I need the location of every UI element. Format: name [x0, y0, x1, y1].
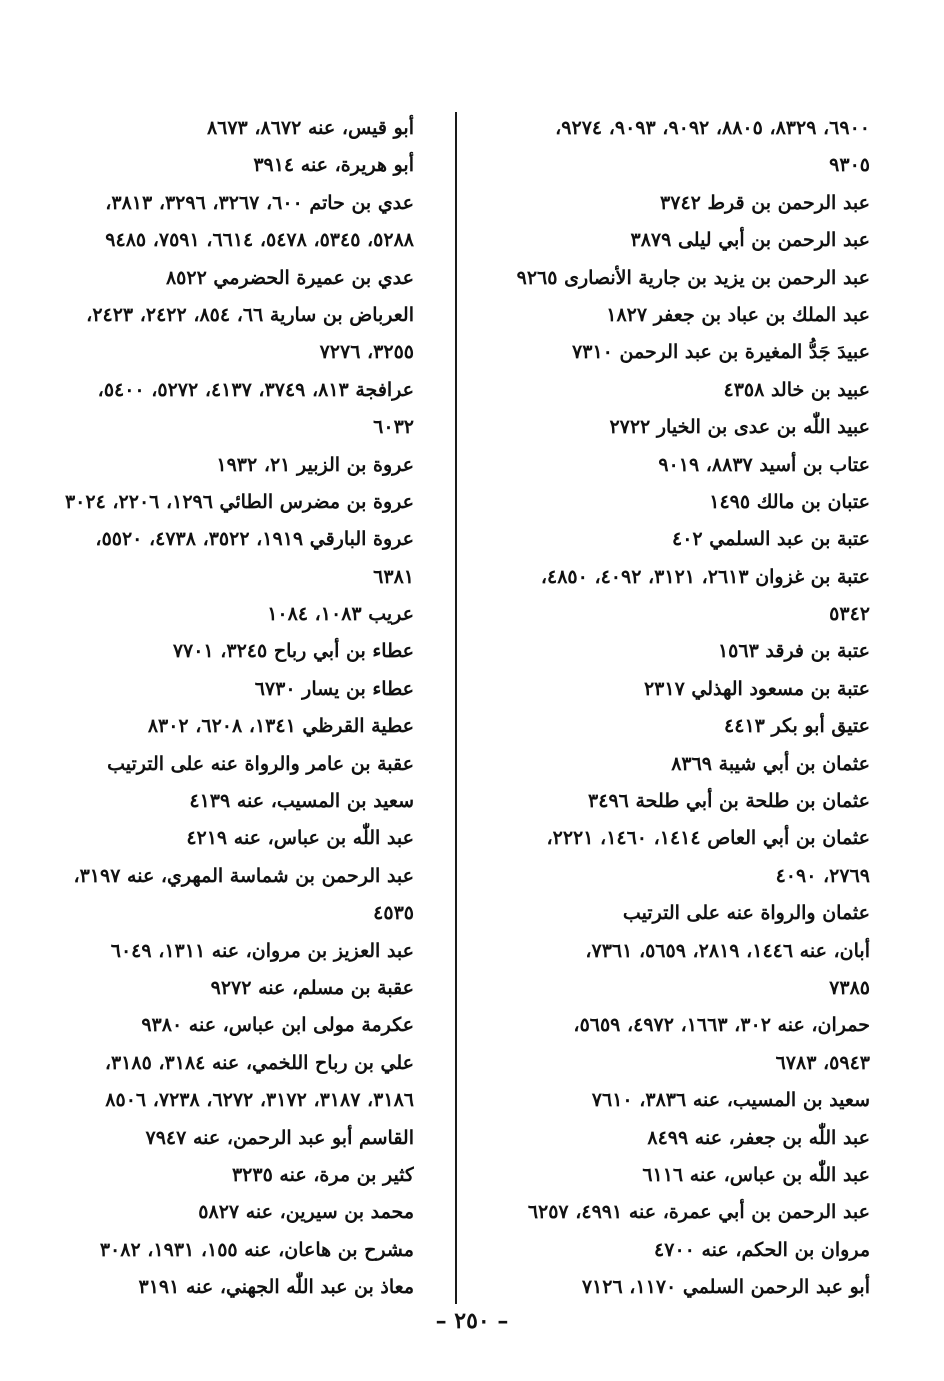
- index-entry-line: عتبة بن فرقد ١٥٦٣: [717, 640, 870, 663]
- index-entry-line: عبد اللّٰه بن عباس، عنه ٦١١٦: [642, 1163, 870, 1186]
- index-entry-line: سعيد بن المسيب، عنه ٣٨٣٦، ٧٦١٠: [591, 1089, 870, 1112]
- index-entry-line: عبيد اللّٰه بن عدى بن الخيار ٢٧٢٢: [609, 416, 870, 439]
- index-entry-line: عثمان بن أبي العاص ١٤١٤، ١٤٦٠، ٢٢٢١،: [546, 827, 870, 850]
- index-entry-line: ٦٣٨١: [373, 565, 414, 588]
- index-entry-line: عرافجة ٨١٣، ٣٧٤٩، ٤١٣٧، ٥٢٧٢، ٥٤٠٠،: [97, 378, 414, 401]
- index-entry-line: عبد الرحمن بن يزيد بن جارية الأنصارى ٩٢٦٥: [516, 266, 870, 289]
- index-entry-line: عبد الرحمن بن قرط ٣٧٤٢: [660, 191, 870, 214]
- index-entry-line: ٥٩٤٣، ٦٧٨٣: [775, 1051, 870, 1074]
- index-entry-line: عبد العزيز بن مروان، عنه ١٣١١، ٦٠٤٩: [110, 939, 414, 962]
- index-entry-line: عطاء بن أبي رباح ٣٢٤٥، ٧٧٠١: [172, 640, 414, 663]
- index-entry-line: محمد بن سيرين، عنه ٥٨٢٧: [198, 1201, 414, 1224]
- left-column: [14, 110, 414, 1310]
- index-entry-line: القاسم أبو عبد الرحمن، عنه ٧٩٤٧: [145, 1126, 414, 1149]
- index-entry-line: عبد اللّٰه بن جعفر، عنه ٨٤٩٩: [647, 1126, 870, 1149]
- index-entry-line: ٣١٨٦، ٣١٨٧، ٣١٧٢، ٦٢٧٢، ٧٢٣٨، ٨٥٠٦: [105, 1089, 414, 1112]
- index-entry-line: عبد الرحمن بن أبي عمرة، عنه ٤٩٩١، ٦٢٥٧: [527, 1201, 870, 1224]
- index-entry-line: عتاب بن أسيد ٨٨٣٧، ٩٠١٩: [658, 453, 870, 476]
- index-entry-line: ٥٣٤٢: [829, 603, 870, 626]
- index-entry-line: عروة بن الزبير ٢١، ١٩٣٢: [216, 453, 414, 476]
- index-entry-line: ٣٢٥٥، ٧٢٧٦: [319, 341, 414, 364]
- index-entry-line: عكرمة مولى ابن عباس، عنه ٩٣٨٠: [141, 1014, 414, 1037]
- index-entry-line: ٩٣٠٥: [829, 154, 870, 177]
- index-entry-line: عبيدَ جَدُّ المغيرة بن عبد الرحمن ٧٣١٠: [572, 341, 870, 364]
- index-entry-line: كثير بن مرة، عنه ٣٢٣٥: [231, 1163, 414, 1186]
- index-entry-line: معاذ بن عبد اللّٰه الجهني، عنه ٣١٩١: [138, 1276, 414, 1299]
- index-entry-line: أبو هريرة، عنه ٣٩١٤: [253, 154, 414, 177]
- index-entry-line: عتبة بن غزوان ٢٦١٣، ٣١٢١، ٤٠٩٢، ٤٨٥٠،: [540, 565, 870, 588]
- index-entry-line: مروان بن الحكم، عنه ٤٧٠٠: [654, 1238, 870, 1261]
- index-entry-line: أبو قيس، عنه ٨٦٧٢، ٨٦٧٣: [206, 117, 414, 139]
- index-entry-line: ٦٠٣٢: [373, 416, 414, 439]
- index-entry-line: سعيد بن المسيب، عنه ٤١٣٩: [189, 790, 414, 813]
- index-entry-line: عطاء بن يسار ٦٧٣٠: [254, 677, 414, 700]
- index-entry-line: عقبة بن عامر والرواة عنه على الترتيب: [107, 752, 414, 775]
- index-entry-line: أبو عبد الرحمن السلمي ١١٧٠، ٧١٢٦: [581, 1276, 870, 1299]
- page-number: – ٢٥٠ –: [435, 1308, 509, 1334]
- index-entry-line: عثمان والرواة عنه على الترتيب: [622, 902, 870, 925]
- index-entry-line: عدي بن حاتم ٦٠٠، ٣٢٦٧، ٣٢٩٦، ٣٨١٣،: [105, 191, 414, 214]
- index-entry-line: عثمان بن طلحة بن أبي طلحة ٣٤٩٦: [588, 790, 870, 813]
- index-entry-line: أبان، عنه ١٤٤٦، ٢٨١٩، ٥٦٥٩، ٧٣٦١،: [585, 939, 870, 962]
- index-entry-line: عدي بن عميرة الحضرمي ٨٥٢٢: [165, 266, 414, 289]
- index-entry-line: عتبان بن مالك ١٤٩٥: [709, 490, 870, 513]
- index-entry-line: عريب ١٠٨٣، ١٠٨٤: [267, 603, 414, 626]
- index-entry-line: عبد الرحمن بن أبي ليلى ٣٨٧٩: [630, 229, 870, 252]
- index-entry-line: علي بن رباح اللخمي، عنه ٣١٨٤، ٣١٨٥،: [104, 1051, 414, 1074]
- index-entry-line: ٧٣٨٥: [829, 976, 870, 999]
- index-entry-line: عطية القرظي ١٣٤١، ٦٢٠٨، ٨٣٠٢: [147, 715, 414, 738]
- index-entry-line: عروة البارقي ١٩١٩، ٣٥٢٢، ٤٧٣٨، ٥٥٢٠،: [95, 528, 414, 551]
- index-entry-line: ٥٢٨٨، ٥٣٤٥، ٥٤٧٨، ٦٦١٤، ٧٥٩١، ٩٤٨٥: [105, 229, 414, 252]
- index-entry-line: عروة بن مضرس الطائي ١٢٩٦، ٢٢٠٦، ٣٠٢٤: [64, 490, 414, 513]
- index-entry-line: ٢٧٦٩، ٤٠٩٠: [775, 864, 870, 887]
- index-entry-line: عبد اللّٰه بن عباس، عنه ٤٢١٩: [186, 827, 414, 850]
- index-entry-line: عبيد بن خالد ٤٣٥٨: [723, 378, 870, 401]
- index-entry-line: عقبة بن مسلم، عنه ٩٢٧٢: [210, 976, 414, 999]
- index-entry-line: عبد الرحمن بن شماسة المهري، عنه ٣١٩٧،: [73, 864, 414, 887]
- index-entry-line: ٦٩٠٠، ٨٣٢٩، ٨٨٠٥، ٩٠٩٢، ٩٠٩٣، ٩٢٧٤،: [555, 117, 870, 139]
- index-entry-line: العرباض بن سارية ٦٦، ٨٥٤، ٢٤٢٢، ٢٤٢٣،: [86, 303, 414, 326]
- index-entry-line: عبد الملك بن عباد بن جعفر ١٨٢٧: [606, 303, 870, 326]
- column-divider: [455, 112, 457, 1304]
- index-entry-line: حمران، عنه ٣٠٢، ١٦٦٣، ٤٩٧٢، ٥٦٥٩،: [573, 1014, 870, 1037]
- index-entry-line: عتبة بن مسعود الهذلي ٢٣١٧: [643, 677, 870, 700]
- right-column: [472, 110, 870, 1310]
- index-entry-line: عثمان بن أبي شيبة ٨٣٦٩: [671, 752, 870, 775]
- index-entry-line: عتبة بن عبد السلمي ٤٠٢: [672, 528, 870, 551]
- index-entry-line: ٤٥٣٥: [373, 902, 414, 925]
- index-entry-line: مشرح بن هاعان، عنه ١٥٥، ١٩٣١، ٣٠٨٢: [99, 1238, 414, 1261]
- index-entry-line: عتيق أبو بكر ٤٤١٣: [724, 715, 870, 738]
